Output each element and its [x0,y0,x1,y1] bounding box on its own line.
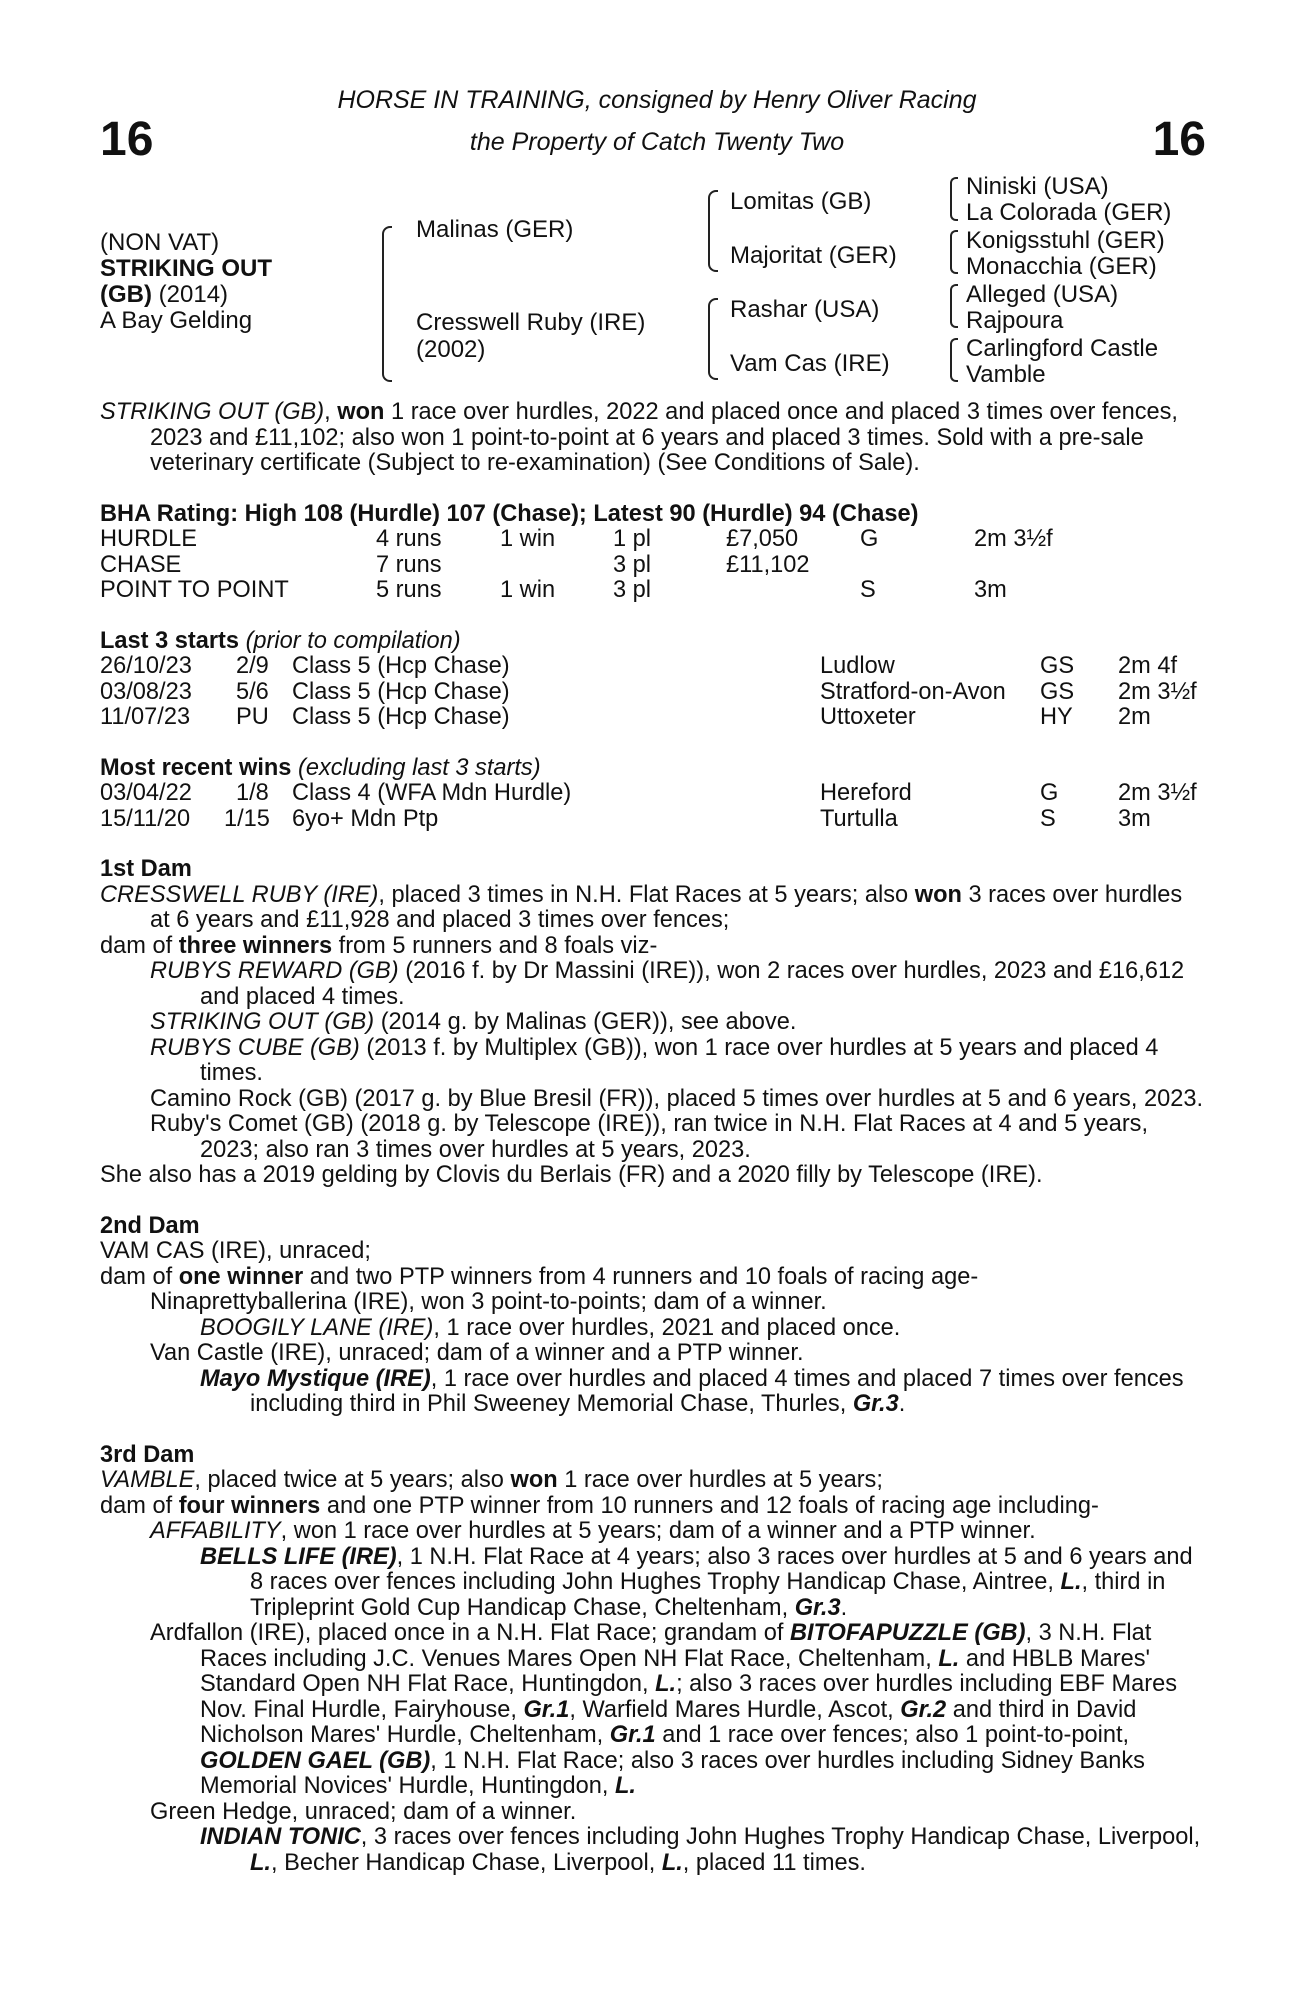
vat-status: (NON VAT) [100,229,220,256]
produce-entry: RUBYS CUBE (GB) (2013 f. by Multiplex (GB)), won 1 race over hurdles at 5 years and placed 4 times. [150,1034,1159,1086]
grand-produce-entry: INDIAN TONIC, 3 races over fences including John Hughes Trophy Handicap Chase, Liverpool, L., Becher Handicap Chase, Liverpool, L., placed 11 times. [200,1824,1201,1876]
rating-table [100,527,1206,604]
pedigree-dam-sire: Rashar (USA) [730,296,880,323]
recent-win-row: 03/04/22 1/8 Class 4 (WFA Mdn Hurdle) Hereford G 2m 3½f [100,780,1197,806]
produce-entry: Ninaprettyballerina (IRE), won 3 point-to-points; dam of a winner. [150,1289,827,1315]
horse-description: A Bay Gelding [100,307,253,334]
lot-number-right: 16 [1152,113,1206,166]
pedigree-dss: Alleged (USA) [966,281,1119,308]
pedigree-brace-dd [950,338,958,382]
racing-summary: STRIKING OUT (GB), won 1 race over hurdles, 2022 and placed once and placed 3 times over fences, 2023 and £11,102; also won 1 point-to-point at 6 years and placed 3 times. Sold with a pre-sale veterinary certificate (Subject to re-examination) (See Conditions of Sale). [100,399,1178,476]
rating-row-ptp: POINT TO POINT 5 runs 1 win 3 pl S 3m [100,577,1007,603]
pedigree-ddd: Vamble [966,361,1046,388]
recent-wins-title: Most recent wins (excluding last 3 starts) [100,754,541,781]
pedigree-sire: Malinas (GER) [416,216,574,243]
horse-name: STRIKING OUT [100,255,272,282]
produce-entry: Camino Rock (GB) (2017 g. by Blue Bresil (FR)), placed 5 times over hurdles at 5 and 6 years, 2023. [150,1085,1204,1112]
recent-wins-table [100,781,1206,832]
property-line: the Property of Catch Twenty Two [469,128,845,156]
second-dam-record: VAM CAS (IRE), unraced; [100,1238,371,1264]
catalogue-body [100,400,1206,1876]
rating-row-hurdle: HURDLE 4 runs 1 win 1 pl £7,050 G 2m 3½f [100,526,1053,552]
pedigree-sire-dam: Majoritat (GER) [730,242,897,269]
first-dam-other-produce: She also has a 2019 gelding by Clovis du Berlais (FR) and a 2020 filly by Telescope (IRE). [100,1162,1043,1188]
pedigree-sdd: Monacchia (GER) [966,253,1157,280]
pedigree-dsd: Rajpoura [966,307,1064,334]
recent-win-row: 15/11/20 1/15 6yo+ Mdn Ptp Turtulla S 3m [100,805,1151,832]
pedigree-brace-ds [950,284,958,328]
pedigree-sss: Niniski (USA) [966,173,1109,200]
pedigree-dam-year: (2002) [416,336,486,363]
last-three-table [100,654,1206,731]
produce-entry: Ardfallon (IRE), placed once in a N.H. Flat Race; grandam of BITOFAPUZZLE (GB), 3 N.H. Flat Races including J.C. Venues Mares Open NH Flat Race, Cheltenham, L. and HBLB Mares' Standard Open NH Flat Race, Huntingdon, L.; also 3 races over hurdles including EBF Mares Nov. Final Hurdle, Fairyhouse, Gr.1, Warfield Mares Hurdle, Ascot, Gr.2 and third in David Nicholson Mares' Hurdle, Cheltenham, Gr.1 and 1 race over fences; also 1 point-to-point, GOLDEN GAEL (GB), 1 N.H. Flat Race; also 3 races over hurdles including Sidney Banks Memorial Novices' Hurdle, Huntingdon, L. [150,1620,1178,1799]
last-start-row: 26/10/23 2/9 Class 5 (Hcp Chase) Ludlow GS 2m 4f [100,653,1178,679]
lot-number-left: 16 [100,113,154,166]
second-dam-produce-summary: dam of one winner and two PTP winners from 4 runners and 10 foals of racing age- [100,1263,979,1290]
produce-entry: Green Hedge, unraced; dam of a winner. [150,1798,577,1825]
third-dam-produce-summary: dam of four winners and one PTP winner from 10 runners and 12 foals of racing age including- [100,1492,1099,1519]
pedigree-dds: Carlingford Castle [966,335,1159,362]
produce-entry: Ruby's Comet (GB) (2018 g. by Telescope (IRE)), ran twice in N.H. Flat Races at 4 and 5 years, 2023; also ran 3 times over hurdles at 5 years, 2023. [150,1111,1149,1163]
produce-entry: AFFABILITY, won 1 race over hurdles at 5 years; dam of a winner and a PTP winner. [150,1518,1036,1544]
first-dam-record: CRESSWELL RUBY (IRE), placed 3 times in N.H. Flat Races at 5 years; also won 3 races over hurdles at 6 years and £11,928 and placed 3 times over fences; [100,881,1183,933]
first-dam-title: 1st Dam [100,856,192,882]
pedigree-dam-dam: Vam Cas (IRE) [730,350,890,377]
pedigree-brace-ss [950,177,958,221]
produce-entry: STRIKING OUT (GB) (2014 g. by Malinas (GER)), see above. [150,1009,797,1035]
produce-entry: Van Castle (IRE), unraced; dam of a winner and a PTP winner. [150,1340,804,1366]
pedigree-brace-sd [950,230,958,274]
pedigree-sire-sire: Lomitas (GB) [730,188,872,215]
bha-rating-title: BHA Rating: High 108 (Hurdle) 107 (Chase); Latest 90 (Hurdle) 94 (Chase) [100,500,919,527]
grand-produce-entry: BELLS LIFE (IRE), 1 N.H. Flat Race at 4 years; also 3 races over hurdles at 5 and 6 years and 8 races over fences including John Hughes Trophy Handicap Chase, Aintree, L., third in Tripleprint Gold Cup Handicap Chase, Cheltenham, Gr.3. [200,1543,1193,1621]
pedigree-ssd: La Colorada (GER) [966,199,1172,226]
pedigree-brace-dam [708,298,718,380]
consignor-line: HORSE IN TRAINING, consigned by Henry Oliver Racing [337,86,977,114]
rating-row-chase: CHASE 7 runs 3 pl £11,102 [100,551,810,578]
grand-produce-entry: BOOGILY LANE (IRE), 1 race over hurdles, 2021 and placed once. [200,1314,901,1341]
pedigree-sds: Konigsstuhl (GER) [966,227,1165,254]
grand-produce-entry: Mayo Mystique (IRE), 1 race over hurdles and placed 4 times and placed 7 times over fences including third in Phil Sweeney Memorial Chase, Thurles, Gr.3. [200,1365,1184,1417]
horse-identity [100,230,272,334]
second-dam-title: 2nd Dam [100,1212,200,1239]
pedigree-brace-sire [708,190,718,272]
pedigree-dam: Cresswell Ruby (IRE) [416,309,646,336]
last-start-row: 03/08/23 5/6 Class 5 (Hcp Chase) Stratford-on-Avon GS 2m 3½f [100,678,1197,705]
third-dam-title: 3rd Dam [100,1441,195,1468]
last-three-title: Last 3 starts (prior to compilation) [100,627,461,654]
pedigree-brace-main [382,226,392,382]
first-dam-produce-summary: dam of three winners from 5 runners and 8 foals viz- [100,932,658,959]
produce-entry: RUBYS REWARD (GB) (2016 f. by Dr Massini (IRE)), won 2 races over hurdles, 2023 and £16,612 and placed 4 times. [150,958,1185,1010]
third-dam-record: VAMBLE, placed twice at 5 years; also won 1 race over hurdles at 5 years; [100,1467,883,1493]
last-start-row: 11/07/23 PU Class 5 (Hcp Chase) Uttoxeter HY 2m [100,704,1151,730]
horse-origin: (GB) (2014) [100,281,229,308]
